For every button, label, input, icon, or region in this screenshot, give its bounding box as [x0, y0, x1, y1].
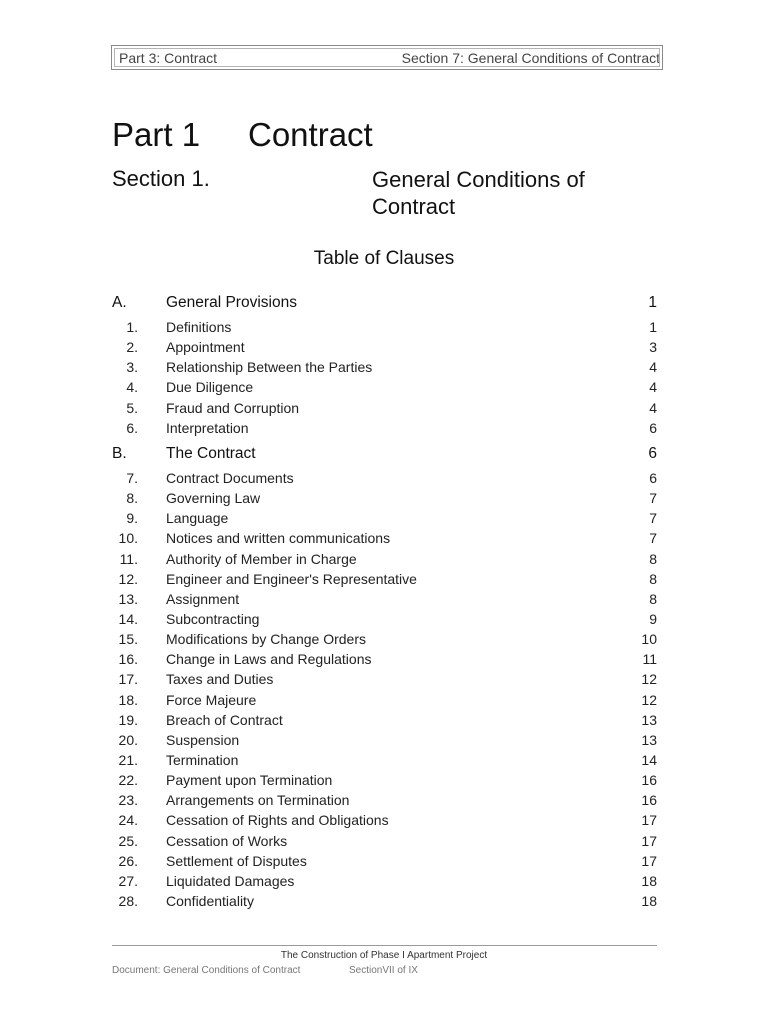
- toc-item-page: 8: [649, 570, 657, 587]
- footer-document-name: Document: General Conditions of Contract: [112, 965, 301, 976]
- footer-section-number: SectionVII of IX: [349, 965, 418, 976]
- toc-item-number: 12.: [118, 570, 138, 587]
- toc-item-number: 14.: [118, 610, 138, 627]
- toc-item-title: Notices and written communications: [166, 530, 391, 547]
- toc-item-title: Cessation of Works: [166, 832, 288, 849]
- toc-item-row: [112, 510, 657, 530]
- toc-item-page: 16: [641, 772, 657, 789]
- toc-item-row: [112, 853, 657, 873]
- toc-item-page: 13: [641, 711, 657, 728]
- toc-item-page: 3: [649, 339, 657, 356]
- toc-item-page: 12: [641, 691, 657, 708]
- footer-project-name: The Construction of Phase I Apartment Project: [280, 950, 488, 961]
- toc-item-title: Force Majeure: [166, 691, 257, 708]
- toc-item-page: 6: [649, 469, 657, 486]
- toc-item-number: 27.: [118, 872, 138, 889]
- toc-item-row: [112, 611, 657, 631]
- toc-item-row: [112, 490, 657, 510]
- toc-item-title: Due Diligence: [166, 379, 254, 396]
- toc-group-row: [112, 445, 657, 467]
- toc-item-title: Confidentiality: [166, 893, 254, 910]
- toc-item-row: [112, 551, 657, 571]
- toc-item-number: 2.: [126, 339, 138, 356]
- toc-item-title: Engineer and Engineer's Representative: [166, 570, 417, 587]
- toc-item-row: [112, 379, 657, 399]
- toc-item-page: 8: [649, 550, 657, 567]
- toc-item-number: 1.: [126, 319, 138, 335]
- section-name: General Conditions of Contract: [372, 167, 585, 219]
- toc-item-page: 7: [649, 510, 657, 527]
- toc-item-title: Taxes and Duties: [166, 671, 274, 688]
- toc-item-number: 4.: [126, 379, 138, 396]
- toc-item-row: [112, 400, 657, 420]
- toc-item-row: [112, 893, 657, 913]
- part-label: Part 1: [112, 116, 201, 153]
- toc-item-page: 8: [649, 590, 657, 607]
- toc-item-number: 9.: [126, 510, 138, 527]
- toc-item-number: 25.: [118, 832, 138, 849]
- toc-item-number: 5.: [126, 399, 138, 416]
- toc-item-number: 21.: [118, 752, 138, 768]
- toc-item-row: [112, 692, 657, 712]
- toc-item-row: [112, 732, 657, 752]
- part-name: Contract: [248, 116, 373, 153]
- toc-item-title: Cessation of Rights and Obligations: [166, 812, 389, 829]
- toc-item-page: 13: [641, 731, 657, 748]
- toc-group-row: [112, 294, 657, 316]
- toc-item-number: 6.: [126, 419, 138, 436]
- toc-item-page: 12: [641, 671, 657, 688]
- toc-item-number: 15.: [118, 631, 138, 648]
- toc-item-row: [112, 359, 657, 379]
- toc-item-title: Appointment: [166, 339, 245, 356]
- toc-item-title: Arrangements on Termination: [166, 792, 350, 809]
- toc-item-row: [112, 470, 657, 490]
- toc-item-title: Language: [166, 510, 229, 527]
- header-part: Part 3: Contract: [119, 49, 218, 66]
- toc-item-number: 16.: [118, 651, 138, 668]
- toc-item-title: Governing Law: [166, 490, 261, 507]
- toc-heading: Table of Clauses: [313, 248, 455, 269]
- toc-group-letter: B.: [112, 444, 127, 462]
- toc-item-number: 26.: [118, 852, 138, 869]
- toc-group-letter: A.: [112, 294, 127, 311]
- toc-item-title: Assignment: [166, 590, 240, 607]
- toc-item-number: 23.: [118, 792, 138, 809]
- toc-group-title: General Provisions: [166, 294, 297, 311]
- section-label: Section 1.: [112, 166, 210, 191]
- toc-item-number: 11.: [119, 550, 138, 567]
- toc-item-number: 19.: [118, 711, 138, 728]
- toc-item-page: 9: [649, 610, 657, 627]
- toc-item-row: [112, 873, 657, 893]
- toc-item-page: 6: [649, 419, 657, 436]
- toc-item-row: [112, 792, 657, 812]
- toc-item-number: 13.: [118, 590, 138, 607]
- toc-item-title: Liquidated Damages: [166, 872, 295, 889]
- toc-group-page: 6: [648, 444, 657, 462]
- toc-item-title: Modifications by Change Orders: [166, 631, 366, 648]
- toc-item-row: [112, 530, 657, 550]
- toc-item-title: Breach of Contract: [166, 711, 283, 728]
- toc-item-page: 4: [649, 399, 657, 416]
- toc-item-title: Suspension: [166, 731, 240, 748]
- toc-item-page: 10: [641, 631, 657, 648]
- toc-item-row: [112, 772, 657, 792]
- toc-item-page: 7: [649, 530, 657, 547]
- toc-item-number: 8.: [126, 490, 138, 507]
- toc-item-title: Subcontracting: [166, 610, 260, 627]
- toc-item-number: 17.: [118, 671, 138, 688]
- toc-item-row: [112, 319, 657, 339]
- header-section: Section 7: General Conditions of Contract: [401, 49, 660, 66]
- toc-item-page: 18: [641, 893, 657, 910]
- toc-item-row: [112, 339, 657, 359]
- toc-group-title: The Contract: [166, 444, 256, 462]
- toc-item-page: 1: [649, 319, 657, 335]
- toc-item-page: 4: [649, 359, 657, 376]
- toc-item-row: [112, 812, 657, 832]
- toc-item-row: [112, 712, 657, 732]
- toc-item-title: Change in Laws and Regulations: [166, 651, 372, 668]
- toc-item-title: Authority of Member in Charge: [166, 550, 357, 567]
- toc-item-row: [112, 671, 657, 691]
- toc-item-number: 28.: [118, 893, 138, 910]
- toc-item-number: 10.: [118, 530, 138, 547]
- toc-item-row: [112, 591, 657, 611]
- running-header: [111, 45, 663, 70]
- toc-item-number: 3.: [126, 359, 138, 376]
- toc-item-number: 20.: [118, 731, 138, 748]
- toc-item-title: Fraud and Corruption: [166, 399, 300, 416]
- toc-item-row: [112, 571, 657, 591]
- toc-group-page: 1: [648, 294, 657, 311]
- toc-item-page: 18: [641, 872, 657, 889]
- toc-item-row: [112, 833, 657, 853]
- toc-item-row: [112, 420, 657, 440]
- toc-item-page: 4: [649, 379, 657, 396]
- toc-item-number: 7.: [126, 469, 138, 486]
- footer-divider: [112, 945, 657, 946]
- toc-item-page: 11: [642, 651, 657, 668]
- toc-item-page: 16: [641, 792, 657, 809]
- toc-item-number: 18.: [118, 691, 138, 708]
- toc-item-title: Settlement of Disputes: [166, 852, 307, 869]
- toc-item-title: Termination: [166, 752, 239, 768]
- toc-item-page: 7: [649, 490, 657, 507]
- toc-item-page: 17: [641, 832, 657, 849]
- toc-item-row: [112, 651, 657, 671]
- toc-item-row: [112, 752, 657, 772]
- toc-item-page: 17: [641, 852, 657, 869]
- toc-item-page: 17: [641, 812, 657, 829]
- toc-item-number: 24.: [118, 812, 138, 829]
- toc-item-title: Contract Documents: [166, 469, 294, 486]
- toc-item-title: Relationship Between the Parties: [166, 359, 373, 376]
- toc-item-title: Payment upon Termination: [166, 772, 333, 789]
- toc-item-title: Definitions: [166, 319, 232, 335]
- toc-item-title: Interpretation: [166, 419, 249, 436]
- toc-item-row: [112, 631, 657, 651]
- toc-item-number: 22.: [118, 772, 138, 789]
- toc-item-page: 14: [641, 752, 657, 768]
